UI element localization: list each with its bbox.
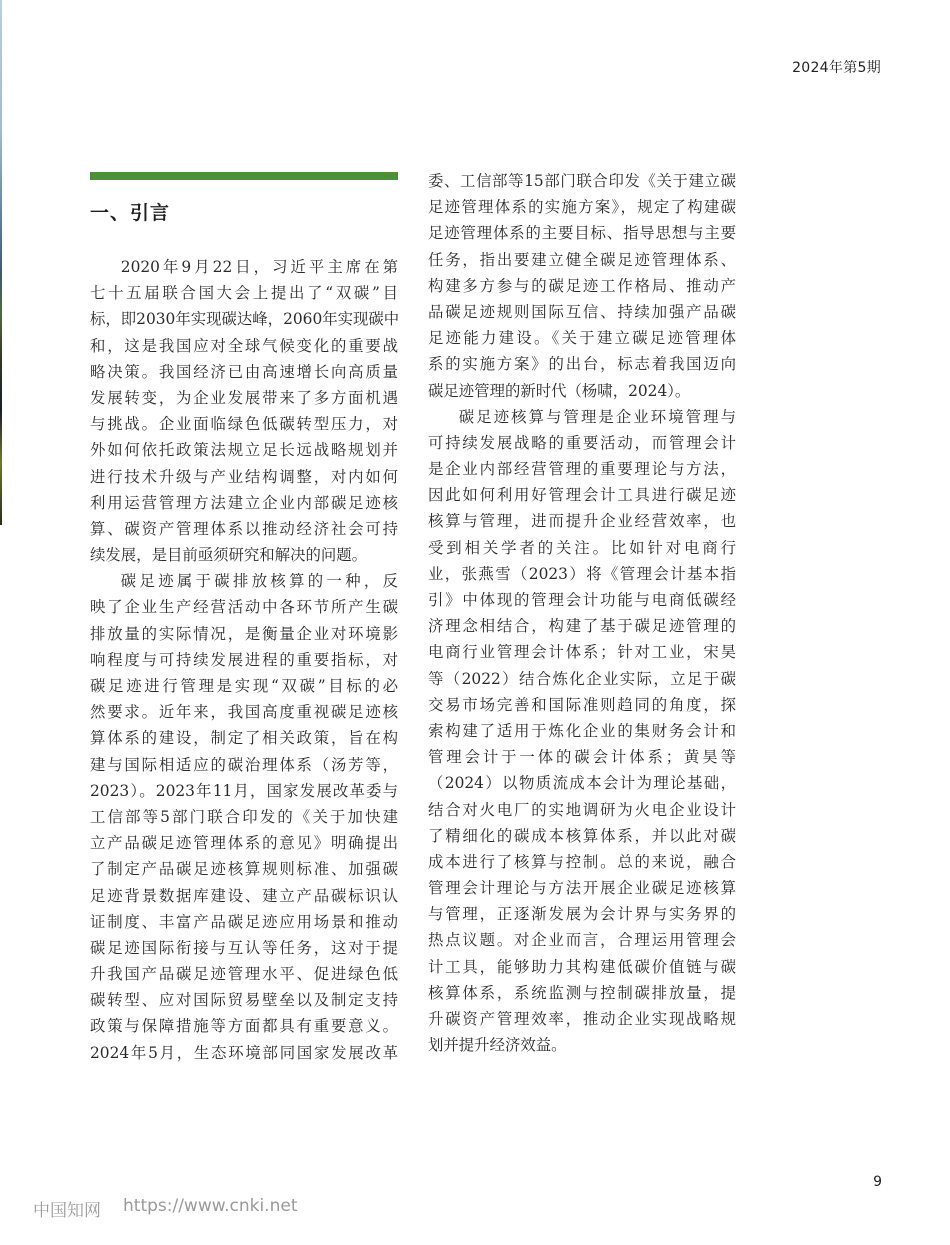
text-line: 工信部等5部门联合印发的《关于加快建 (90, 807, 398, 826)
text-line: 与管理，正逐渐发展为会计界与实务界的 (428, 905, 736, 924)
text-line: 进行技术升级与产业结构调整，对内如何 (90, 467, 398, 486)
watermark-url[interactable]: https://www.cnki.net (123, 1196, 298, 1216)
text-line: 发展转变，为企业发展带来了多方面机遇 (90, 388, 398, 407)
text-line: 品碳足迹规则国际互信、持续加强产品碳 (428, 302, 736, 321)
text-line: 然要求。近年来，我国高度重视碳足迹核 (90, 703, 398, 722)
text-line: 核算体系，系统监测与控制碳排放量，提 (428, 983, 736, 1002)
text-line: 是企业内部经营管理的重要理论与方法， (428, 460, 736, 479)
text-line: 管理会计于一体的碳会计体系；黄昊等 (428, 748, 736, 767)
text-line: 碳足迹核算与管理是企业环境管理与 (458, 407, 736, 426)
text-line: 证制度、丰富产品碳足迹应用场景和推动 (90, 912, 398, 931)
right-text-column (428, 168, 736, 1058)
text-line: （2024）以物质流成本会计为理论基础， (428, 774, 736, 793)
page-number: 9 (873, 1174, 882, 1190)
text-line: 等（2022）结合炼化企业实际，立足于碳 (428, 669, 736, 688)
text-line: 委、工信部等15部门联合印发《关于建立碳 (428, 172, 736, 190)
text-line: 核算与管理，进而提升企业经营效率，也 (428, 512, 736, 531)
text-line: 外如何依托政策法规立足长远战略规划并 (90, 441, 398, 460)
text-line: 映了企业生产经营活动中各环节所产生碳 (90, 598, 398, 617)
text-line: 系的实施方案》的出台，标志着我国迈向 (428, 355, 736, 374)
text-line: 热点议题。对企业而言，合理运用管理会 (428, 931, 736, 950)
text-line: 2023）。2023年11月，国家发展改革委与 (90, 781, 398, 800)
text-line: 排放量的实际情况，是衡量企业对环境影 (90, 624, 398, 643)
text-line: 划并提升经济效益。 (428, 1036, 567, 1055)
text-line: 足迹能力建设。《关于建立碳足迹管理体 (428, 329, 736, 348)
watermark-brand: 中国知网 (33, 1201, 101, 1221)
text-line: 任务，指出要建立健全碳足迹管理体系、 (428, 250, 736, 269)
section-heading: 一、引言 (90, 202, 171, 224)
text-line: 受到相关学者的关注。比如针对电商行 (428, 538, 736, 557)
section-accent-bar (90, 172, 398, 180)
text-line: 可持续发展战略的重要活动，而管理会计 (428, 433, 736, 452)
text-line: 构建多方参与的碳足迹工作格局、推动产 (428, 276, 736, 295)
text-line: 碳足迹管理的新时代（杨啸，2024）。 (428, 381, 691, 400)
left-text-column (90, 254, 398, 1066)
text-line: 七十五届联合国大会上提出了“双碳”目 (90, 284, 398, 303)
text-line: 计工具，能够助力其构建低碳价值链与碳 (428, 957, 736, 976)
text-line: 成本进行了核算与控制。总的来说，融合 (428, 852, 736, 871)
text-line: 略决策。我国经济已由高速增长向高质量 (90, 362, 398, 381)
text-line: 升我国产品碳足迹管理水平、促进绿色低 (90, 965, 398, 984)
text-line: 索构建了适用于炼化企业的集财务会计和 (428, 721, 736, 740)
text-line: 建与国际相适应的碳治理体系（汤芳等， (90, 755, 398, 774)
text-line: 结合对火电厂的实地调研为火电企业设计 (428, 800, 736, 819)
text-line: 碳足迹属于碳排放核算的一种，反 (120, 572, 398, 591)
text-line: 了精细化的碳成本核算体系，并以此对碳 (428, 826, 736, 845)
text-line: 交易市场完善和国际准则趋同的角度，探 (428, 695, 736, 714)
cnki-watermark (33, 1196, 297, 1221)
text-line: 济理念相结合，构建了基于碳足迹管理的 (428, 617, 736, 636)
text-line: 算体系的建设，制定了相关政策，旨在构 (90, 729, 398, 748)
text-line: 足迹管理体系的实施方案》，规定了构建碳 (428, 198, 736, 217)
text-line: 管理会计理论与方法开展企业碳足迹核算 (428, 879, 736, 898)
text-line: 碳足迹进行管理是实现“双碳”目标的必 (90, 677, 398, 695)
text-line: 碳转型、应对国际贸易壁垒以及制定支持 (90, 991, 398, 1010)
text-line: 利用运营管理方法建立企业内部碳足迹核 (90, 493, 398, 512)
cover-image-edge-strip (0, 0, 2, 525)
text-line: 与挑战。企业面临绿色低碳转型压力，对 (90, 415, 398, 434)
text-line: 2024年5月，生态环境部同国家发展改革 (90, 1043, 398, 1062)
text-line: 立产品碳足迹管理体系的意见》明确提出 (90, 834, 398, 853)
text-line: 足迹管理体系的主要目标、指导思想与主要 (428, 224, 736, 243)
text-line: 了制定产品碳足迹核算规则标准、加强碳 (90, 860, 398, 879)
issue-label: 2024年第5期 (792, 60, 881, 76)
text-line: 和，这是我国应对全球气候变化的重要战 (90, 336, 398, 355)
text-line: 碳足迹国际衔接与互认等任务，这对于提 (90, 938, 398, 957)
text-line: 足迹背景数据库建设、建立产品碳标识认 (90, 886, 398, 905)
text-line: 因此如何利用好管理会计工具进行碳足迹 (428, 486, 736, 505)
text-line: 升碳资产管理效率，推动企业实现战略规 (428, 1010, 736, 1028)
text-line: 算、碳资产管理体系以推动经济社会可持 (90, 519, 398, 538)
text-line: 标，即2030年实现碳达峰，2060年实现碳中 (90, 310, 400, 329)
text-line: 响程度与可持续发展进程的重要指标，对 (90, 650, 398, 669)
text-line: 业，张燕雪（2023）将《管理会计基本指 (428, 564, 736, 583)
text-line: 2020年9月22日，习近平主席在第 (120, 258, 398, 276)
text-line: 政策与保障措施等方面都具有重要意义。 (90, 1017, 398, 1036)
text-line: 引》中体现的管理会计功能与电商低碳经 (428, 591, 736, 609)
text-line: 续发展，是目前亟须研究和解决的问题。 (90, 546, 368, 565)
text-line: 电商行业管理会计体系；针对工业，宋昊 (428, 643, 736, 662)
